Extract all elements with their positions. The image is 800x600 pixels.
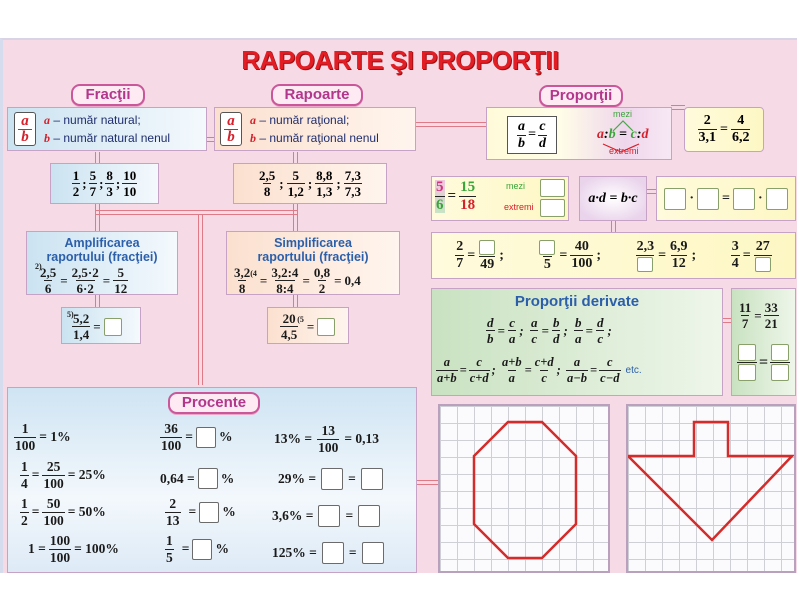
answer-box[interactable] (766, 188, 788, 210)
def-line-2: b – număr raţional nenul (250, 131, 379, 145)
def-line-2: b – număr natural nenul (44, 131, 171, 145)
section-label-fractii: Fracţii (71, 84, 145, 106)
arrow-down-shape (628, 406, 794, 571)
procente-row: 13% = $\frac{13}{100}$ = 0,13 (274, 423, 380, 455)
answer-box[interactable] (733, 188, 755, 210)
proportion-fraction-form: $\frac{a}{b}$ = $\frac{c}{d}$ (507, 116, 557, 154)
answer-box[interactable] (198, 468, 218, 489)
proportii-definition (486, 107, 672, 160)
procente-row: 1 = $\frac{100}{100}$ = 100% (28, 533, 119, 565)
answer-box[interactable] (697, 188, 719, 210)
procente-row: 0,64 = % (160, 468, 234, 489)
def-line-1: a – număr raţional; (250, 113, 350, 127)
grid-arrow (626, 404, 796, 573)
extremi-answer-box[interactable] (540, 199, 565, 217)
fraction-a-b: a b (220, 112, 242, 146)
proportii-derivate-box (431, 288, 723, 396)
section-label-proportii: Proporţii (539, 85, 623, 107)
mezi-answer-box[interactable] (540, 179, 565, 197)
fundamental-property: a·d = b·c (579, 176, 647, 221)
grid-octagon (438, 404, 610, 573)
connector (293, 295, 298, 307)
fundamental-exercise: · = · (656, 176, 796, 221)
answer-box[interactable] (317, 318, 335, 336)
connector (646, 189, 656, 194)
connector (95, 295, 100, 307)
procente-row: $\frac{36}{100}$ = % (161, 421, 233, 453)
connector (95, 210, 298, 215)
octagon-shape (440, 406, 608, 571)
poster (0, 38, 797, 573)
fraction-a-b: a b (14, 112, 36, 146)
procente-row: $\frac{1}{100}$ = 1% (15, 421, 71, 453)
mezi-extremi-exercise: $\frac{5}{6}$ = $\frac{15}{18}$ mezi extremi (431, 176, 569, 221)
procente-row: 125% = = (272, 542, 384, 564)
def-line-1: a – număr natural; (44, 113, 141, 127)
connector (723, 318, 731, 323)
connector (293, 204, 298, 231)
fractii-definition (7, 107, 207, 151)
section-label-procente: Procente (168, 392, 260, 414)
connector (415, 122, 487, 127)
derivate-side-exercise: $\frac{11}{7}$ = $\frac{33}{21}$ = (731, 288, 796, 396)
rapoarte-examples: $\frac{2,5}{8}$ ; $\frac{5}{1,2}$ ; $\frac{8,8}{1,3}$ ; $\frac{7,3}{7,3}$ (233, 163, 387, 204)
procente-row: $\frac{1}{5}$ = % (166, 533, 229, 565)
procente-row: $\frac{2}{13}$ = % (166, 496, 236, 528)
derivate-title: Proporţii derivate (514, 293, 640, 310)
answer-box[interactable] (199, 502, 219, 523)
rapoarte-definition (214, 107, 416, 151)
derivate-row-1: $\frac{d}{b}$ = $\frac{c}{a}$ ; $\frac{a}{c}$ = $\frac{b}{d}$ ; $\frac{b}{a}$ = $\frac{d}{c}$ ; (487, 315, 612, 346)
amplificare-box (26, 231, 178, 295)
derivate-row-2: $\frac{a}{a+b}$ = $\frac{c}{c+d}$ ; $\frac{a+b}{a}$ = $\frac{c+d}{c}$ ; $\frac{a}{a-b}$ = $\frac{c}{c-d}$ etc. (437, 355, 642, 385)
answer-box[interactable] (361, 468, 383, 490)
amplificare-example: 2) $\frac{2,5}{6}$ = $\frac{2,5\cdot 2}{6\cdot 2}$ = $\frac{5}{12}$ (35, 262, 128, 296)
procente-box (7, 387, 417, 573)
procente-row: 3,6% = = (272, 505, 380, 527)
answer-box[interactable] (192, 539, 212, 560)
connector (671, 105, 685, 110)
page-title: RAPOARTE ŞI PROPORŢII (241, 45, 559, 75)
answer-box[interactable] (358, 505, 380, 527)
section-label-rapoarte: Rapoarte (271, 84, 363, 106)
fractii-examples: $\frac{1}{2}$ ; $\frac{5}{7}$ ; $\frac{8}{3}$ ; $\frac{10}{10}$ (50, 163, 159, 204)
mezi-label: mezi (613, 109, 633, 119)
amplificare-exercise: 5) $\frac{5,2}{1,4}$ = (61, 307, 141, 344)
connector (198, 215, 203, 385)
answer-box[interactable] (664, 188, 686, 210)
answer-box[interactable] (318, 505, 340, 527)
simplificare-box (226, 231, 400, 295)
answer-box[interactable] (322, 542, 344, 564)
simplificare-title: Simplificarea raportului (fracţiei) (257, 236, 369, 264)
answer-box[interactable] (104, 318, 122, 336)
answer-box[interactable] (362, 542, 384, 564)
proportion-colon-form: a:b = c:d (597, 127, 649, 142)
procente-row: $\frac{1}{4}$ = $\frac{25}{100}$ = 25% (21, 459, 106, 491)
simplificare-exercise: $\frac{20}{4,5}$ (5 = (267, 307, 349, 344)
amplificare-title: Amplificarea raportului (fracţiei) (46, 236, 158, 264)
extremi-label: extremi (609, 146, 639, 156)
proportii-example: $\frac{2}{3,1}$ = $\frac{4}{6,2}$ (684, 107, 764, 152)
answer-box[interactable] (196, 427, 216, 448)
procente-row: 29% = = (278, 468, 383, 490)
connector (95, 204, 100, 231)
procente-row: $\frac{1}{2}$ = $\frac{50}{100}$ = 50% (21, 496, 106, 528)
simplificare-example: $\frac{3,2}{8}$ (4 = $\frac{3,2:4}{8:4}$ = $\frac{0,8}{2}$ = 0,4 (234, 265, 361, 296)
answer-box[interactable] (321, 468, 343, 490)
proportii-fill-row: $\frac{2}{7}$ = 49 ; 5 = $\frac{40}{100}$ ; 2,3 = $\frac{6,9}{12}$ ; $\frac{3}{4}$ = 27 (431, 232, 796, 279)
